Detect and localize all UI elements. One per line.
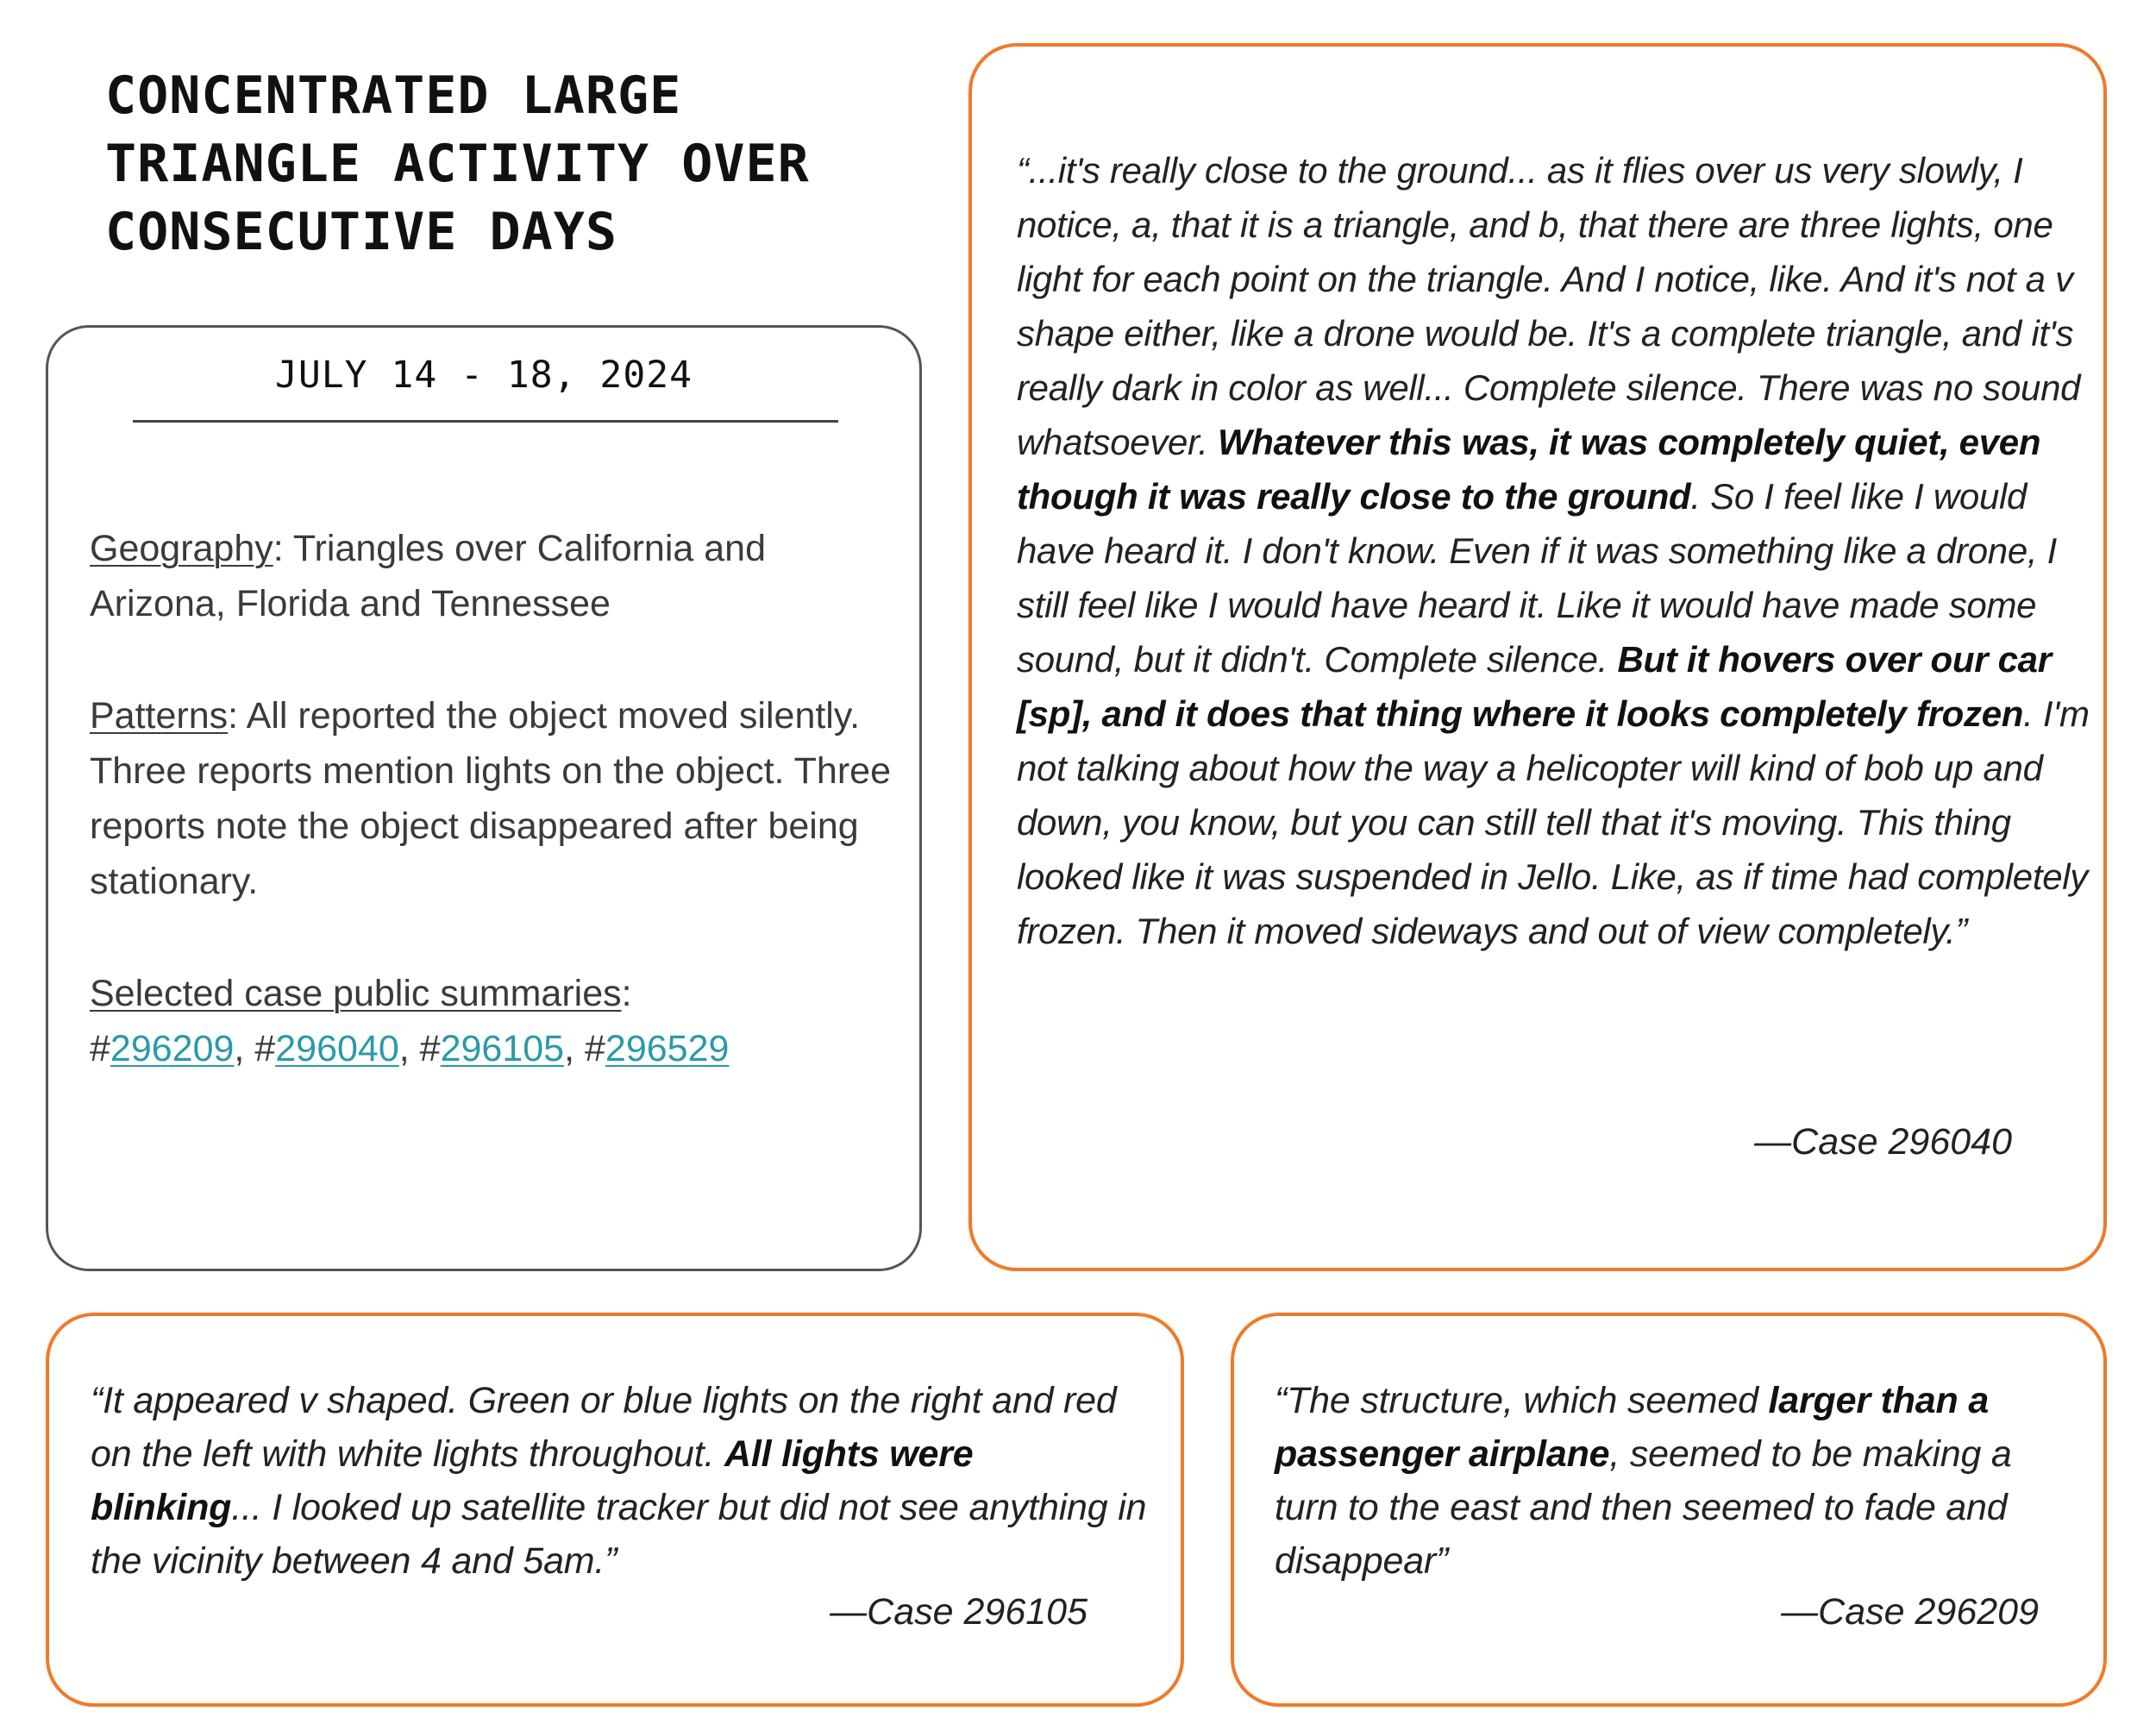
quote-card-left xyxy=(46,1313,1184,1707)
page-title xyxy=(105,62,968,266)
cases-paragraph xyxy=(90,966,909,1076)
patterns-label: Patterns xyxy=(90,695,229,737)
case-link-296105[interactable]: 296105 xyxy=(440,1028,565,1069)
quote-card-main xyxy=(968,43,2107,1271)
quote-segment: “...it's really close to the ground... as it flies over us very slowly, I notice, a, that it is a triangle, and b, that there are three lights, one light for each point on the triangle. And I notice, like. And it's not a v shape either, like a drone would be. It's a complete triangle, and it's really dark in color as well... Complete silence. There was no sound whatsoever. xyxy=(1017,150,2081,462)
quote-attribution: —Case 296105 xyxy=(830,1591,1087,1633)
case-link-296529[interactable]: 296529 xyxy=(605,1028,730,1069)
cases-colon: : xyxy=(621,973,632,1014)
geography-text: : Triangles over California and Arizona, Florida and Tennessee xyxy=(90,528,767,624)
date-range: JULY 14 - 18, 2024 xyxy=(275,354,693,397)
cases-label: Selected case public summaries xyxy=(90,973,622,1014)
page-title-line: CONSECUTIVE DAYS xyxy=(105,202,617,262)
quote-text xyxy=(1017,143,2095,958)
geography-label: Geography xyxy=(90,528,273,569)
hash-symbol: # xyxy=(254,1028,276,1069)
summary-card xyxy=(46,325,922,1271)
quote-segment: . So I feel like I would have heard it. I don't know. Even if it was something like a drone, I still feel like I would have heard it. Like it would have made some sound, but it didn't. Complete silence. xyxy=(1017,476,2057,680)
case-link-296209[interactable]: 296209 xyxy=(110,1028,235,1069)
separator: , xyxy=(234,1028,255,1069)
separator: , xyxy=(398,1028,420,1069)
quote-text xyxy=(91,1374,1151,1588)
divider xyxy=(133,420,838,423)
patterns-paragraph xyxy=(90,688,909,909)
quote-segment: ... I looked up satellite tracker but did not see anything in the vicinity between 4 and 5am.” xyxy=(91,1487,1147,1582)
quote-segment: , seemed to be making a turn to the east and then seemed to fade and disappear” xyxy=(1275,1433,2012,1582)
quote-attribution: —Case 296209 xyxy=(1781,1591,2039,1633)
patterns-text: : All reported the object moved silently. Three reports mention lights on the object. Three reports note the object disappeared after being stationary. xyxy=(90,695,891,902)
page-title-line: TRIANGLE ACTIVITY OVER xyxy=(105,134,810,194)
quote-segment: . I'm not talking about how the way a helicopter will kind of bob up and down, you know, but you can still tell that it's moving. This thing looked like it was suspended in Jello. Like, as if time had completely frozen. Then it moved sideways and out of view completely.” xyxy=(1017,693,2090,951)
page-title-line: CONCENTRATED LARGE xyxy=(105,66,682,126)
quote-card-right xyxy=(1231,1313,2107,1707)
quote-segment: “The structure, which seemed xyxy=(1275,1380,1769,1421)
quote-highlight: Whatever this was, it was completely quiet, even though it was really close to the ground xyxy=(1017,422,2041,517)
summary-body xyxy=(90,521,909,1076)
hash-symbol: # xyxy=(584,1028,605,1069)
quote-attribution: —Case 296040 xyxy=(1754,1121,2012,1163)
quote-highlight: All lights were blinking xyxy=(91,1433,974,1528)
quote-highlight: But it hovers over our car [sp], and it does that thing where it looks completely frozen xyxy=(1017,639,2052,734)
quote-text xyxy=(1275,1374,2077,1588)
quote-segment: “It appeared v shaped. Green or blue lights on the right and red on the left with white lights throughout. xyxy=(91,1380,1117,1475)
hash-symbol: # xyxy=(90,1028,110,1069)
geography-paragraph xyxy=(90,521,909,631)
separator: , xyxy=(564,1028,585,1069)
case-link-296040[interactable]: 296040 xyxy=(275,1028,399,1069)
quote-highlight: larger than a passenger airplane xyxy=(1275,1380,1990,1475)
hash-symbol: # xyxy=(419,1028,441,1069)
